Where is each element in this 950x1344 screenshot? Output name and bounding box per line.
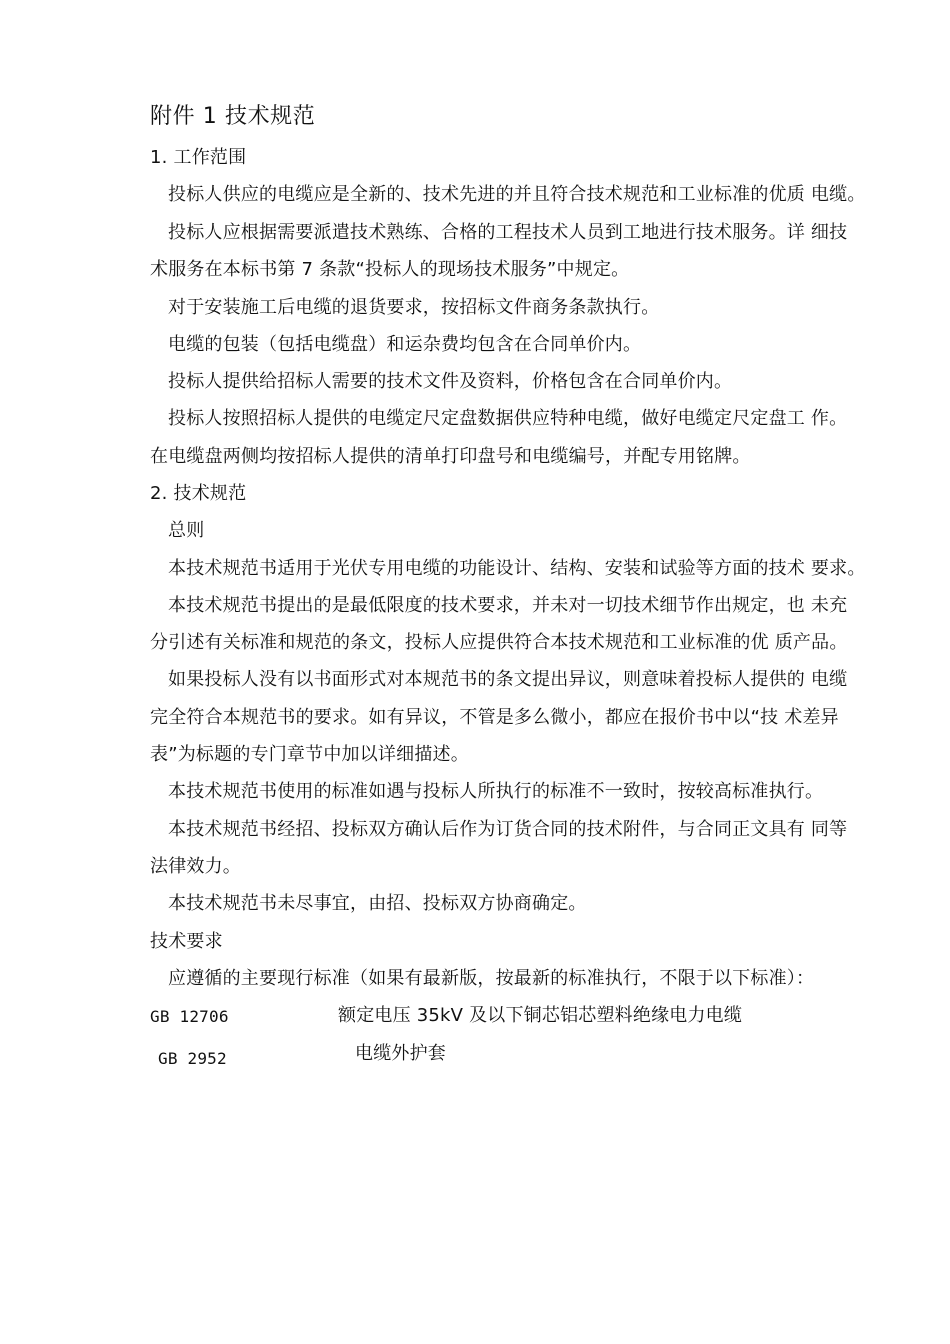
standards-intro: 应遵循的主要现行标准（如果有最新版，按最新的标准执行，不限于以下标准）： [168,968,815,989]
paragraph-4: 电缆的包装（包括电缆盘）和运杂费均包含在合同单价内。 [168,334,642,355]
general-paragraph-2-line-2: 分引述有关标准和规范的条文，投标人应提供符合本技术规范和工业标准的优 质产品。 [150,632,848,653]
paragraph-5: 投标人提供给招标人需要的技术文件及资料，价格包含在合同单价内。 [168,371,733,392]
paragraph-6-line-1: 投标人按照招标人提供的电缆定尺定盘数据供应特种电缆，做好电缆定尺定盘工 作。 [168,408,848,429]
paragraph-2-line-1: 投标人应根据需要派遣技术熟练、合格的工程技术人员到工地进行技术服务。详 细技 [168,222,848,243]
paragraph-3: 对于安装施工后电缆的退货要求，按招标文件商务条款执行。 [168,297,660,318]
paragraph-6-line-2: 在电缆盘两侧均按招标人提供的清单打印盘号和电缆编号，并配专用铭牌。 [150,446,751,467]
document-title: 附件 1 技术规范 [150,104,316,129]
general-paragraph-5-line-2: 法律效力。 [150,856,241,877]
requirements-heading: 技术要求 [150,931,223,952]
paragraph-2-line-2: 术服务在本标书第 7 条款“投标人的现场技术服务”中规定。 [150,259,630,280]
general-paragraph-2-line-1: 本技术规范书提出的是最低限度的技术要求，并未对一切技术细节作出规定，也 未充 [168,595,848,616]
standard-code: GB 12706 [150,1007,229,1026]
general-paragraph-3-line-2: 完全符合本规范书的要求。如有异议，不管是多么微小，都应在报价书中以“技 术差异 [150,707,839,728]
general-paragraph-3-line-1: 如果投标人没有以书面形式对本规范书的条文提出异议，则意味着投标人提供的 电缆 [168,669,848,690]
section-1-heading: 1. 工作范围 [150,147,247,168]
standard-name: 额定电压 35kV 及以下铜芯铝芯塑料绝缘电力电缆 [338,1005,743,1026]
standard-code: GB 2952 [158,1049,227,1068]
general-paragraph-5-line-1: 本技术规范书经招、投标双方确认后作为订货合同的技术附件，与合同正文具有 同等 [168,819,848,840]
general-paragraph-6: 本技术规范书未尽事宜，由招、投标双方协商确定。 [168,893,587,914]
section-2-heading: 2. 技术规范 [150,483,247,504]
standard-name: 电缆外护套 [355,1043,446,1064]
paragraph-1: 投标人供应的电缆应是全新的、技术先进的并且符合技术规范和工业标准的优质 电缆。 [168,184,866,205]
general-paragraph-1: 本技术规范书适用于光伏专用电缆的功能设计、结构、安装和试验等方面的技术 要求。 [168,558,866,579]
general-paragraph-4: 本技术规范书使用的标准如遇与投标人所执行的标准不一致时，按较高标准执行。 [168,781,824,802]
general-paragraph-3-line-3: 表”为标题的专门章节中加以详细描述。 [150,744,469,765]
general-heading: 总则 [168,520,205,541]
